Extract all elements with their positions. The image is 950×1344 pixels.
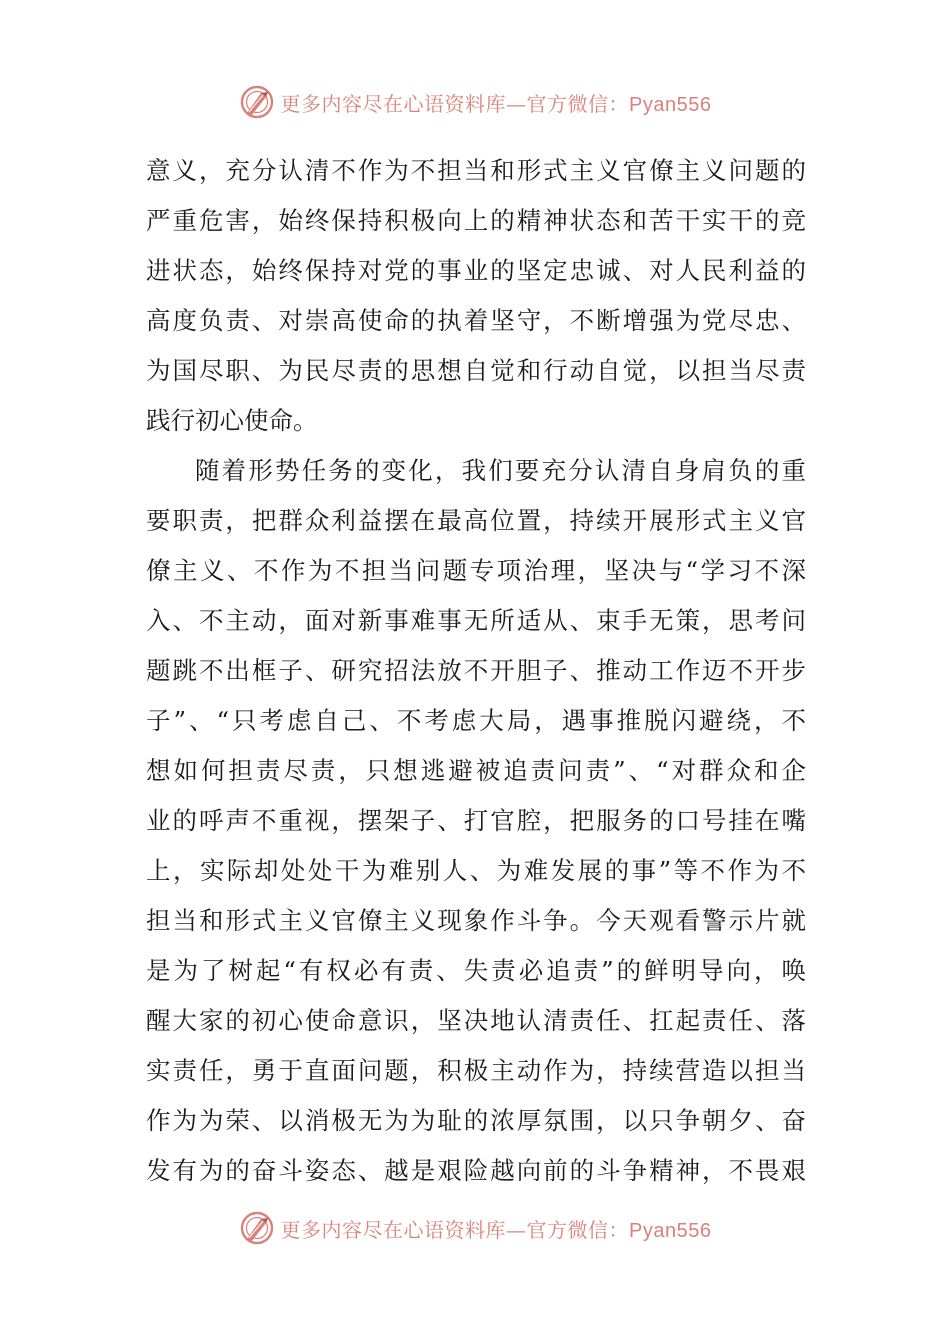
text-line: 入、不主动，面对新事难事无所适从、束手无策，思考问	[146, 606, 806, 635]
document-body	[146, 146, 806, 1196]
watermark-text	[281, 88, 712, 117]
text-line: 作为为荣、以消极无为为耻的浓厚氛围，以只争朝夕、奋	[146, 1106, 806, 1135]
text-line: 题跳不出框子、研究招法放不开胆子、推动工作迈不开步	[146, 656, 806, 685]
text-line: 意义，充分认清不作为不担当和形式主义官僚主义问题的	[146, 156, 806, 185]
text-line: 上，实际却处处干为难别人、为难发展的事”等不作为不	[146, 856, 806, 885]
text-line: 僚主义、不作为不担当问题专项治理，坚决与“学习不深	[146, 556, 806, 585]
watermark-wechat-id: Pyan556	[629, 1219, 712, 1242]
text-line: 严重危害，始终保持积极向上的精神状态和苦干实干的竞	[146, 206, 806, 235]
text-line: 践行初心使命。	[146, 406, 318, 435]
text-line: 是为了树起“有权必有责、失责必追责”的鲜明导向，唤	[146, 956, 806, 985]
text-line: 子”、“只考虑自己、不考虑大局，遇事推脱闪避绕，不	[146, 706, 806, 735]
text-line: 进状态，始终保持对党的事业的坚定忠诚、对人民利益的	[146, 256, 806, 285]
text-line: 担当和形式主义官僚主义现象作斗争。今天观看警示片就	[146, 906, 806, 935]
watermark-wechat-id: Pyan556	[629, 93, 712, 116]
text-line: 随着形势任务的变化，我们要充分认清自身肩负的重	[195, 456, 806, 485]
text-line: 业的呼声不重视，摆架子、打官腔，把服务的口号挂在嘴	[146, 806, 806, 835]
text-line: 想如何担责尽责，只想逃避被追责问责”、“对群众和企	[146, 756, 806, 785]
text-line: 发有为的奋斗姿态、越是艰险越向前的斗争精神，不畏艰	[146, 1156, 806, 1185]
pen-nib-circle-icon	[239, 84, 275, 120]
text-line: 醒大家的初心使命意识，坚决地认清责任、扛起责任、落	[146, 1006, 806, 1035]
paragraph	[146, 446, 806, 1196]
footer-watermark	[0, 1208, 950, 1248]
text-line: 为国尽职、为民尽责的思想自觉和行动自觉，以担当尽责	[146, 356, 806, 385]
watermark-text	[281, 1214, 712, 1243]
text-line: 高度负责、对崇高使命的执着坚守，不断增强为党尽忠、	[146, 306, 806, 335]
text-line: 要职责，把群众利益摆在最高位置，持续开展形式主义官	[146, 506, 806, 535]
header-watermark	[0, 82, 950, 122]
text-line: 实责任，勇于直面问题，积极主动作为，持续营造以担当	[146, 1056, 806, 1085]
pen-nib-circle-icon	[239, 1210, 275, 1246]
watermark-prefix: 更多内容尽在心语资料库—官方微信：	[280, 91, 630, 116]
watermark-prefix: 更多内容尽在心语资料库—官方微信：	[280, 1217, 630, 1242]
paragraph	[146, 146, 806, 446]
